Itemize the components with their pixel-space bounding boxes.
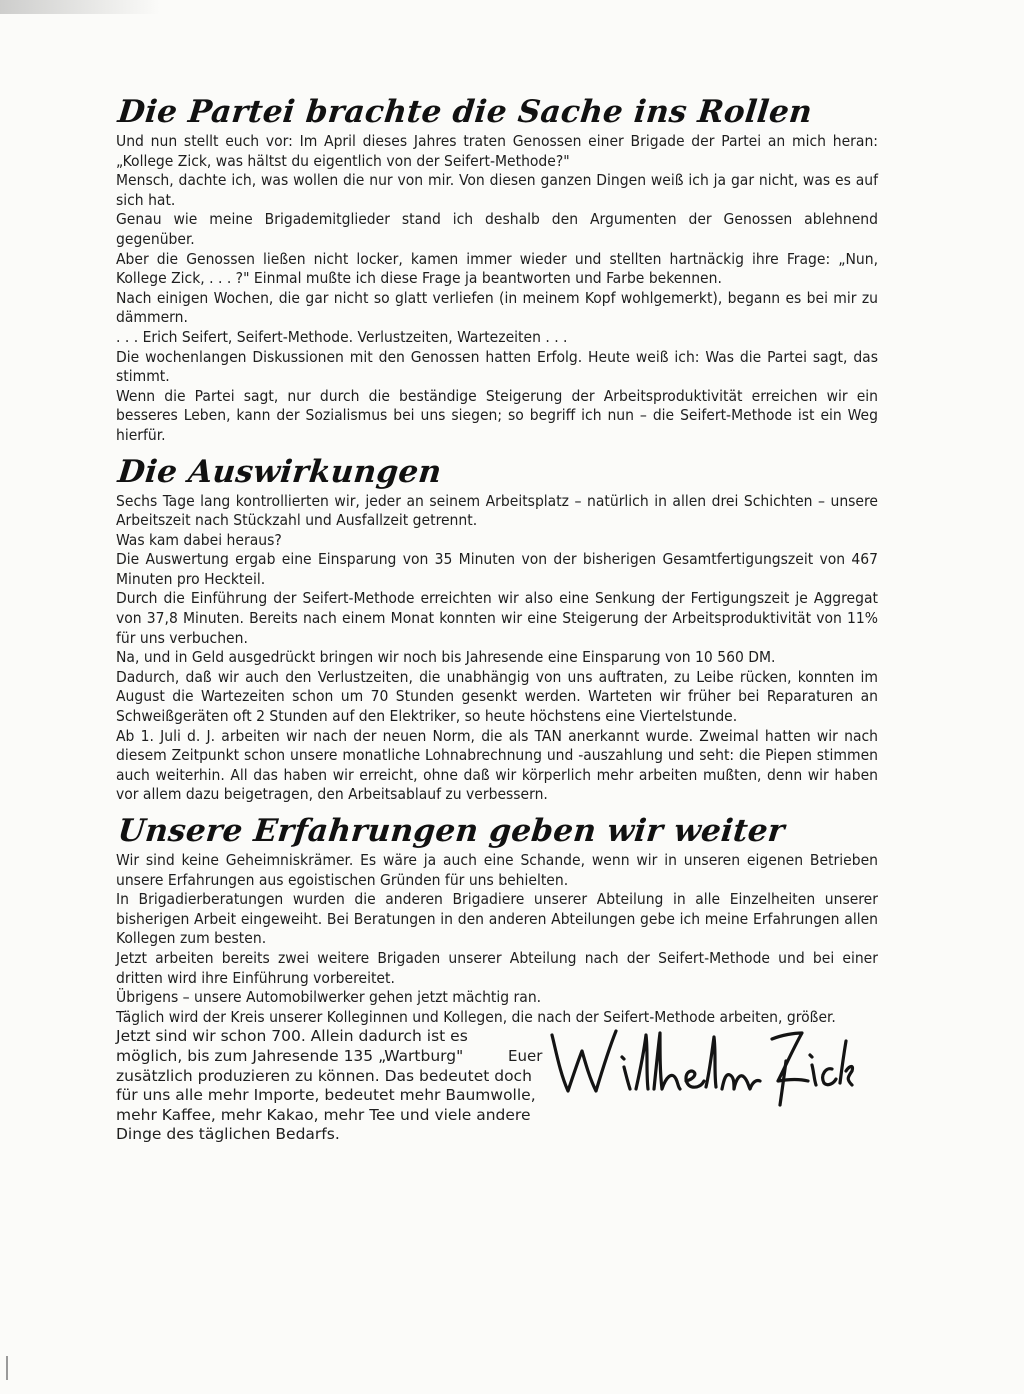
paragraph: Wenn die Partei sagt, nur durch die beständige Steigerung der Arbeitsproduktivität erreichen wir ein besseres Leben, kann der Sozialismus bei uns siegen; so begriff ich nun – die Seifert-Methode ist ein Weg hierfür.: [116, 386, 878, 444]
section-heading: Die Auswirkungen: [116, 453, 444, 490]
scan-edge-shadow: [0, 0, 160, 14]
scan-corner-mark: [6, 1356, 8, 1380]
paragraph: In Brigadierberatungen wurden die anderen Brigadiere unserer Abteilung in alle Einzelheiten unserer bisherigen Arbeit eingeweiht. Bei Beratungen in den anderen Abteilungen gebe ich meine Erfahrungen allen Kollegen zum besten.: [116, 890, 878, 948]
paragraph: Durch die Einführung der Seifert-Methode erreichten wir also eine Senkung der Fertigungszeit je Aggregat von 37,8 Minuten. Bereits nach einem Monat konnten wir eine Steigerung der Arbeitsproduktivität von 11% für uns verbuchen.: [116, 589, 878, 647]
paragraph: Übrigens – unsere Automobilwerker gehen jetzt mächtig ran.: [116, 988, 542, 1007]
paragraph: Was kam dabei heraus?: [116, 530, 282, 549]
paragraph: Aber die Genossen ließen nicht locker, kamen immer wieder und stellten hartnäckig ihre Frage: „Nun, Kollege Zick, . . . ?" Einmal mußte ich diese Frage ja beantworten und Farbe bekennen.: [116, 249, 878, 288]
paragraph: Jetzt arbeiten bereits zwei weitere Brigaden unserer Abteilung nach der Seifert-Methode und bei einer dritten wird ihre Einführung vorbereitet.: [116, 948, 878, 987]
section-heading: Die Partei brachte die Sache ins Rollen: [116, 94, 814, 130]
paragraph: Na, und in Geld ausgedrückt bringen wir noch bis Jahresende eine Einsparung von 10 560 DM.: [116, 648, 776, 667]
paragraph: Täglich wird der Kreis unserer Kolleginnen und Kollegen, die nach der Seifert-Methode arbeiten, größer.: [116, 1007, 836, 1026]
paragraph: Sechs Tage lang kontrollierten wir, jeder an seinem Arbeitsplatz – natürlich in allen drei Schichten – unsere Arbeitszeit nach Stückzahl und Ausfallzeit getrennt.: [116, 491, 878, 530]
signoff-text: Euer: [508, 1047, 543, 1066]
article-body: [116, 92, 878, 1144]
paragraph: . . . Erich Seifert, Seifert-Methode. Verlustzeiten, Wartezeiten . . .: [116, 327, 568, 346]
section-heading: Unsere Erfahrungen geben wir weiter: [116, 813, 787, 849]
paragraph: Jetzt sind wir schon 700. Allein dadurch ist es möglich, bis zum Jahresende 135 „Wartburg" zusätzlich produzieren zu können. Das bedeutet doch für uns alle mehr Importe, bedeutet mehr Baumwolle, mehr Kaffee, mehr Kakao, mehr Tee und viele andere Dinge des täglichen Bedarfs.: [116, 1027, 536, 1144]
section-party: [116, 92, 878, 446]
paragraph: Die Auswertung ergab eine Einsparung von 35 Minuten von der bisherigen Gesamtfertigungszeit von 467 Minuten pro Heckteil.: [116, 550, 878, 588]
paragraph: Ab 1. Juli d. J. arbeiten wir nach der neuen Norm, die als TAN anerkannt wurde. Zweimal hatten wir nach diesem Zeitpunkt schon unsere monatliche Lohnabrechnung und -auszahlung und seht: die Piepen stimmen auch weiterhin. All das haben wir erreicht, ohne daß wir körperlich mehr arbeiten mußten, denn wir haben vor allem dazu beigetragen, den Arbeitsablauf zu verbessern.: [116, 726, 878, 804]
paragraph: Die wochenlangen Diskussionen mit den Genossen hatten Erfolg. Heute weiß ich: Was die Partei sagt, das stimmt.: [116, 347, 878, 386]
paragraph: Genau wie meine Brigademitglieder stand ich deshalb den Argumenten der Genossen ablehnend gegenüber.: [116, 210, 878, 248]
paragraph: Wir sind keine Geheimniskrämer. Es wäre ja auch eine Schande, wenn wir in unseren eigenen Betrieben unsere Erfahrungen aus egoistischen Gründen für uns behielten.: [116, 851, 878, 889]
paragraph: Mensch, dachte ich, was wollen die nur von mir. Von diesen ganzen Dingen weiß ich ja gar nicht, was es auf sich hat.: [116, 171, 878, 209]
section-experiences: [116, 811, 878, 1144]
paragraph: Nach einigen Wochen, die gar nicht so glatt verliefen (in meinem Kopf wohlgemerkt), begann es bei mir zu dämmern.: [116, 288, 878, 327]
section-effects: [116, 452, 878, 806]
paragraph: Und nun stellt euch vor: Im April dieses Jahres traten Genossen einer Brigade der Partei an mich heran: „Kollege Zick, was hältst du eigentlich von der Seifert-Methode?": [116, 132, 878, 170]
handwritten-signature: [546, 1021, 856, 1107]
closing-block: [116, 1027, 878, 1144]
paragraph: Dadurch, daß wir auch den Verlustzeiten, die unabhängig von uns auftraten, zu Leibe rücken, konnten im August die Wartezeiten schon um 70 Stunden gesenkt werden. Warteten wir früher bei Reparaturen an Schweißgeräten oft 2 Stunden auf den Elektriker, so heute höchstens eine Viertelstunde.: [116, 667, 878, 726]
